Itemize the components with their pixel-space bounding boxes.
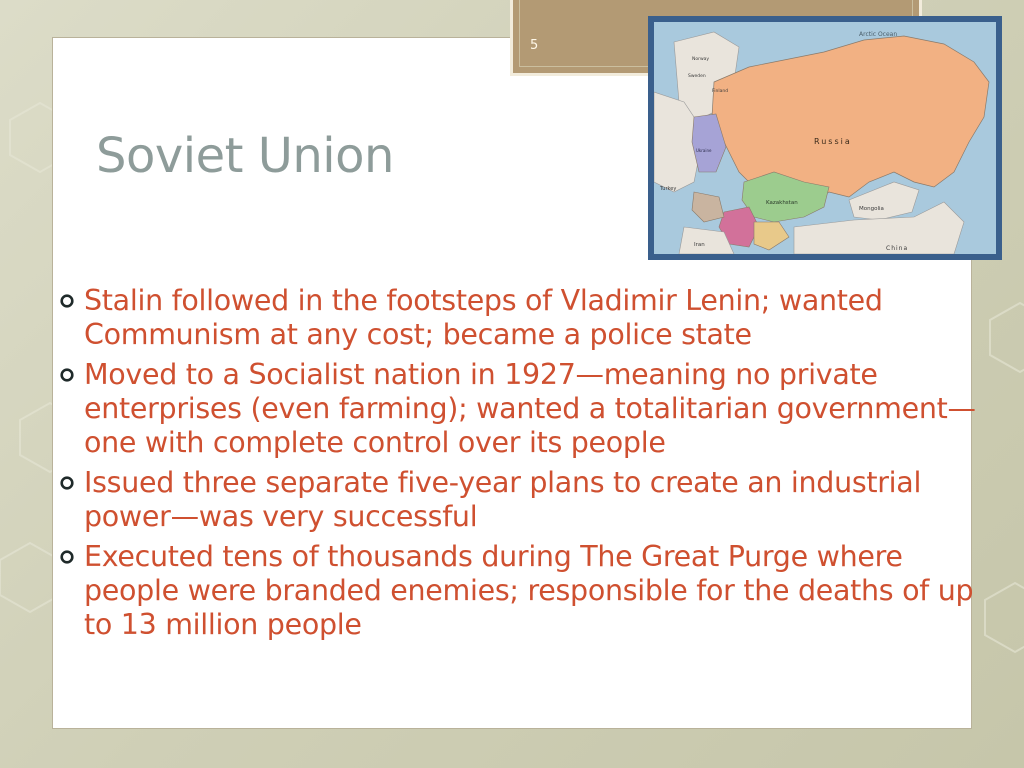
bullet-text: Issued three separate five-year plans to create an industrial power—was very successful — [84, 466, 922, 533]
map-label-russia: Russia — [814, 137, 852, 146]
bullet-marker-icon — [60, 294, 74, 308]
map-image — [654, 22, 996, 254]
bullet-item — [60, 284, 990, 352]
slide-title: Soviet Union — [96, 128, 394, 184]
soviet-union-map — [648, 16, 1002, 260]
map-label-kazakhstan: Kazakhstan — [766, 200, 798, 206]
map-label-iran: Iran — [694, 242, 705, 248]
bullet-item — [60, 540, 990, 642]
map-label-ukraine: Ukraine — [696, 148, 712, 153]
slide-number: 5 — [530, 38, 539, 53]
bullet-text: Moved to a Socialist nation in 1927—meaning no private enterprises (even farming); wanted a totalitarian government—one with complete control over its people — [84, 358, 976, 459]
map-label-mongolia: Mongolia — [859, 206, 884, 212]
bullet-marker-icon — [60, 368, 74, 382]
bullet-item — [60, 466, 990, 534]
map-label-finland: Finland — [712, 89, 729, 94]
bullet-text: Executed tens of thousands during The Great Purge where people were branded enemies; responsible for the deaths of up to 13 million people — [84, 540, 974, 641]
map-label-arctic: Arctic Ocean — [859, 31, 898, 38]
bullet-text: Stalin followed in the footsteps of Vladimir Lenin; wanted Communism at any cost; became a police state — [84, 284, 883, 351]
map-label-turkey: Turkey — [660, 186, 677, 192]
map-label-sweden: Sweden — [688, 74, 706, 79]
bullet-item — [60, 358, 990, 460]
map-label-china: China — [886, 245, 909, 252]
bullet-list — [60, 284, 990, 648]
bullet-marker-icon — [60, 550, 74, 564]
bullet-marker-icon — [60, 476, 74, 490]
map-label-norway: Norway — [692, 57, 710, 62]
